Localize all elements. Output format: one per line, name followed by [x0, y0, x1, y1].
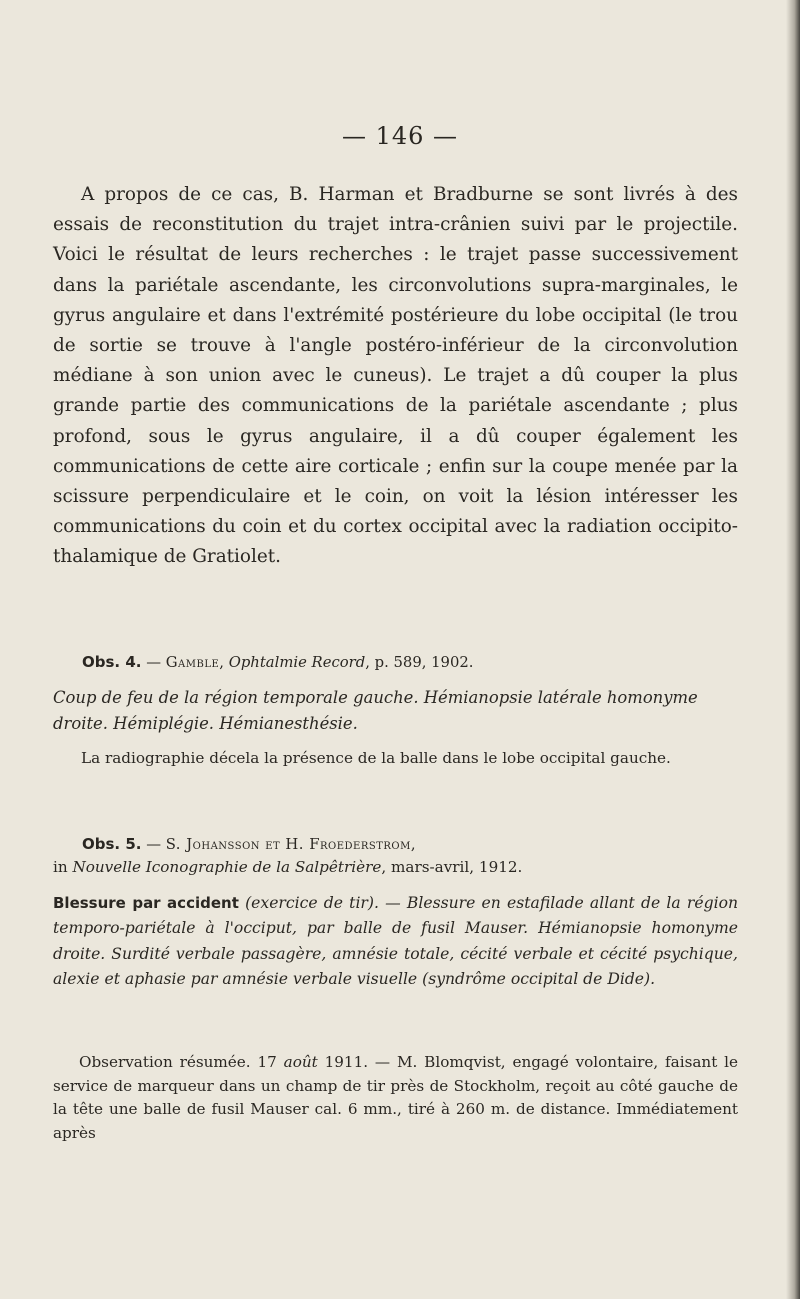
- obs-5-body-date: août: [283, 1053, 318, 1071]
- obs-4-journal: Ophtalmie Record: [228, 654, 366, 671]
- obs-5-title-rest: (exercice de tir). — Blessure en estafilade allant de la région temporo-pariétale à l'occiput, par balle de fusil Mauser. Hémianopsie homonyme droite. Surdité verbale passagère, amnésie totale, cécité verbale et cécité psychique, alexie et aphasie par amnésie verbale visuelle (syndrôme occipital de Dide).: [53, 894, 738, 989]
- obs-5-body-lead: Observation résumée. 17: [79, 1053, 284, 1071]
- obs-5-src-suffix: , mars-avril, 1912.: [381, 858, 523, 876]
- obs-5-heading: [82, 833, 742, 856]
- paragraph-harman-bradburne: A propos de ce cas, B. Harman et Bradburne se sont livrés à des essais de reconstitution du trajet intra-crânien suivi par le projectile. Voici le résultat de leurs recherches : le trajet passe successivement dans la pariétale ascendante, les circonvolutions supra-marginales, le gyrus angulaire et dans l'extrémité postérieure du lobe occipital (le trou de sortie se trouve à l'angle postéro-inférieur de la circonvolution médiane à son union avec le cuneus). Le trajet a dû couper la plus grande partie des communications de la pariétale ascendante ; plus profond, sous le gyrus angulaire, il a dû couper également les communications de cette aire corticale ; enfin sur la coupe menée par la scissure perpendiculaire et le coin, on voit la lésion intéresser les communications du coin et du cortex occipital avec la radiation occipito-thalamique de Gratiolet.: [53, 184, 738, 568]
- obs-4-ref: , p. 589, 1902.: [365, 654, 474, 671]
- obs-5-title: [53, 891, 738, 993]
- obs-4-author: Gamble: [165, 654, 220, 671]
- obs-5-body: [53, 1051, 738, 1145]
- obs-4-heading: [82, 651, 742, 674]
- obs-4-body: La radiographie décela la présence de la balle dans le lobe occipital gauche.: [81, 749, 671, 767]
- obs-5-src-prefix: in: [53, 858, 73, 876]
- obs-5-authors: S. Johansson et H. Froederstrom,: [165, 836, 417, 853]
- obs-5-label: Obs. 5.: [82, 835, 142, 853]
- obs-4-title: Coup de feu de la région temporale gauche. Hémianopsie latérale homonyme droite. Hémiplégie. Hémianesthésie.: [53, 688, 698, 733]
- obs-5-source: Nouvelle Iconographie de la Salpêtrière: [72, 858, 382, 876]
- obs-4-sep: ,: [219, 654, 229, 671]
- obs-5-dash: —: [141, 836, 166, 853]
- page-number: — 146 —: [341, 122, 459, 150]
- obs-5-title-lead: Blessure par accident: [53, 894, 239, 912]
- obs-4-dash: —: [141, 654, 166, 671]
- obs-4-label: Obs. 4.: [82, 653, 142, 671]
- obs-5-body-rest: 1911. — M. Blomqvist, engagé volontaire, faisant le service de marqueur dans un champ de tir près de Stockholm, reçoit au côté gauche de la tête une balle de fusil Mauser cal. 6 mm., tiré à 260 m. de distance. Immédiatement après: [53, 1053, 738, 1142]
- page-edge-shadow: [786, 0, 800, 1299]
- obs-5-source-line: [53, 856, 743, 878]
